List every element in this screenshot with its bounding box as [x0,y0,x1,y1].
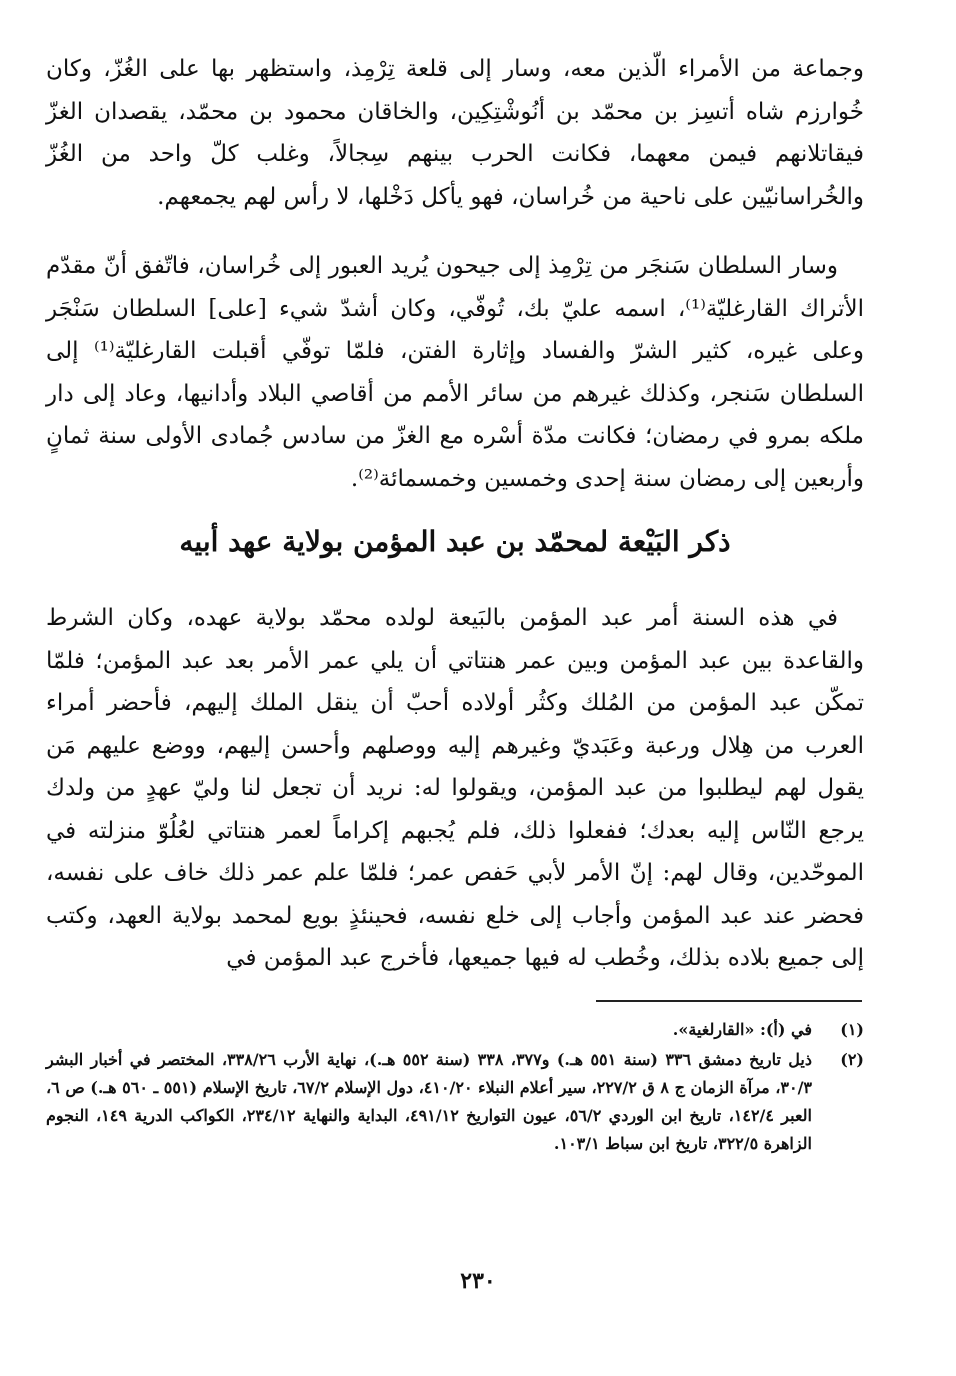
body-paragraph-2: وسار السلطان سَنجَر من تِرْمِذ إلى جيحون يُريد العبور إلى خُراسان، فاتّفق أنّ مقدّم الأتراك القارغليّة⁽¹⁾، اسمه عليّ بك، تُوفّي، وكان أشدّ شيء [على] السلطان سَنْجَر وعلى غيره، كثير الشرّ والفساد وإثارة الفتن، فلمّا توفّي أقبلت القارغليّة⁽¹⁾ إلى السلطان سَنجر، وكذلك غيرهم من سائر الأمم من أقاصي البلاد وأدانيها، وعاد إلى دار ملكه بمرو في رمضان؛ فكانت مدّة أسْره مع الغزّ من سادس جُمادى الأولى سنة ثمانٍ وأربعين إلى رمضان سنة إحدى وخمسين وخمسمائة⁽²⁾. [46,253,865,492]
footnote-text: في (أ): «القارلغية». [672,1020,812,1039]
footnote-2 [46,1046,864,1158]
footnotes [46,1016,864,1160]
footnote-divider [596,1000,862,1002]
footnote-text: ذيل تاريخ دمشق ٣٣٦ (سنة ٥٥١ هـ.) و٣٧٧، ٣٣٨ (سنة ٥٥٢ هـ.)، نهاية الأرب ٣٣٨/٢٦، المختصر في أخبار البشر ٣٠/٣، مرآة الزمان ج ٨ ق ٢٢٧/٢، سير أعلام النبلاء ٤١٠/٢٠، دول الإسلام ٦٧/٢، تاريخ الإسلام (٥٥١ ـ ٥٦٠ هـ.) ص ٦، العبر ١٤٢/٤، تاريخ ابن الوردي ٥٦/٢، عيون التواريخ ٤٩١/١٢، البداية والنهاية ٢٣٤/١٢، الكواكب الدرية ١٤٩، النجوم الزاهرة ٣٢٢/٥، تاريخ ابن سباط ١٠٣/١. [46,1050,813,1153]
section-heading: ذكر البَيْعة لمحمّد بن عبد المؤمن بولاية عهد أبيه [179,525,731,558]
section-paragraph: في هذه السنة أمر عبد المؤمن بالبَيعة لولده محمّد بولاية عهده، وكان الشرط والقاعدة بين عبد المؤمن وبين عمر هنتاتي أن يلي عمر الأمر بعد عبد المؤمن؛ فلمّا تمكّن عبد المؤمن من المُلك وكثُر أولاده أحبّ أن ينقل الملك إليهم، فأحضر أمراء العرب من هِلال ورعبة وعَبَديّ وغيرهم إليه ووصلهم وأحسن إليهم، ووضع عليهم مَن يقول لهم ليطلبوا من عبد المؤمن، ويقولوا له: نريد أن تجعل لنا وليّ عهدٍ من ولدك يرجع النّاس إليه بعدك؛ ففعلوا ذلك، فلم يُجبهم إكراماً لعمر هنتاتي لعُلُوّ منزلته في الموحّدين، وقال لهم: إنّ الأمر لأبي حَفص عمر؛ فلمّا علم عمر ذلك خاف على نفسه، فحضر عند عبد المؤمن وأجاب إلى خلع نفسه، فحينئذٍ بويع لمحمد بولاية العهد، وكتب إلى جميع بلاده بذلك، وخُطب له فيها جميعها، فأخرج عبد المؤمن في [46,605,864,971]
page-number: ٢٣٠ [460,1268,496,1294]
body-paragraph-1: وجماعة من الأمراء الّذين معه، وسار إلى قلعة تِرْمِذ، واستظهر بها على الغُزّ، وكان خُوارزم شاه أتسِز بن محمّد بن أنُوشْتِكِين، والخاقان محمود بن محمّد، يقصدان الغزّ فيقاتلانهم فيمن معهما، فكانت الحرب بينهم سِجالاً، وغلب كلّ واحد من الغُزّ والخُراسانيّين على ناحية من خُراسان، فهو يأكل دَخْلها، لا رأس لهم يجمعهم. [46,56,864,210]
footnote-number: (١) [840,1020,864,1039]
footnote-number: (٢) [840,1050,864,1069]
footnote-1 [46,1016,864,1044]
